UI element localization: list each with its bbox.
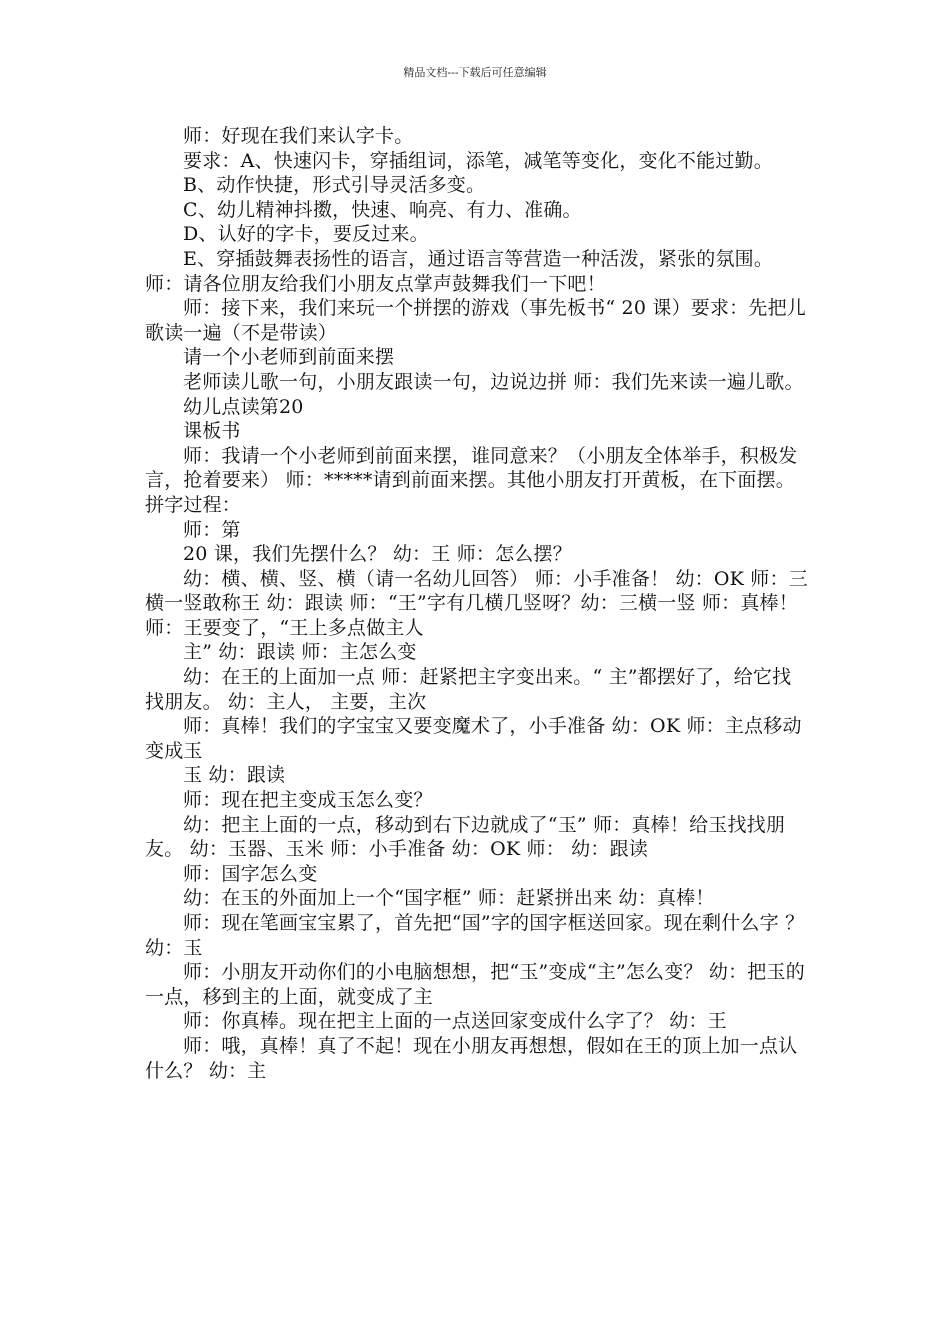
paragraph: 师：我请一个小老师到前面来摆，谁同意来？（小朋友全体举手，积极发言，抢着要来） 师：*****请到前面来摆。其他小朋友打开黄板，在下面摆。 拼字过程： xyxy=(145,444,798,516)
paragraph: 老师读儿歌一句，小朋友跟读一句，边说边拼 师：我们先来读一遍儿歌。 xyxy=(183,370,804,393)
paragraph: 20 课，我们先摆什么？ 幼：王 师：怎么摆？ xyxy=(183,543,572,566)
paragraph: 师：好现在我们来认字卡。 xyxy=(183,125,414,147)
paragraph: 师：现在把主变成玉怎么变？ xyxy=(183,789,433,812)
paragraph: 师：哦，真棒！真了不起！现在小朋友再想想，假如在王的顶上加一点认什么？ 幼：主 xyxy=(145,1034,798,1082)
paragraph: 幼儿点读第20 xyxy=(183,395,304,418)
page-header: 精品文档---下载后可任意编辑 xyxy=(403,66,547,79)
paragraph: 师：真棒！我们的字宝宝又要变魔术了，小手准备 幼：OK 师：主点移动变成玉 xyxy=(145,715,802,762)
paragraph: 师：第 xyxy=(183,518,241,541)
paragraph: 师：你真棒。现在把主上面的一点送回家变成什么字了？ 幼：王 xyxy=(183,1010,727,1033)
paragraph: 玉 幼：跟读 xyxy=(183,764,286,787)
document-body xyxy=(145,124,810,1083)
paragraph: C、幼儿精神抖擞，快速、响亮、有力、准确。 xyxy=(183,198,582,221)
paragraph: 幼：在王的上面加一点 师：赶紧把主字变出来。“ 主”都摆好了，给它找找朋友。 幼：主人， 主要，主次 xyxy=(145,666,792,713)
paragraph: 课板书 xyxy=(183,420,241,443)
paragraph: 师：小朋友开动你们的小电脑想想，把“玉”变成“主”怎么变？ 幼：把玉的一点，移到主的上面，就变成了主 xyxy=(145,961,805,1008)
paragraph: 要求：A、快速闪卡，穿插组词，添笔，减笔等变化，变化不能过勤。 xyxy=(183,149,773,172)
paragraph: 师：国字怎么变 xyxy=(183,862,318,885)
paragraph: 师：现在笔画宝宝累了，首先把“国”字的国字框送回家。现在剩什么字 ？ 幼：玉 xyxy=(145,912,805,959)
paragraph: E、穿插鼓舞表扬性的语言，通过语言等营造一种活泼，紧张的氛围。 师：请各位朋友给我们小朋友点掌声鼓舞我们一下吧！ xyxy=(145,247,774,295)
paragraph: 幼：把主上面的一点，移动到右下边就成了“玉” 师：真棒！给玉找找朋友。 幼：玉器、玉米 师：小手准备 幼：OK 师： 幼：跟读 xyxy=(145,813,786,861)
paragraph: B、动作快捷，形式引导灵活多变。 xyxy=(183,174,486,197)
paragraph: 主” 幼：跟读 师：主怎么变 xyxy=(183,641,417,664)
paragraph: 师：接下来，我们来玩一个拼摆的游戏（事先板书“ 20 课）要求：先把儿歌读一遍（不是带读） xyxy=(145,297,806,344)
paragraph: 请一个小老师到前面来摆 xyxy=(183,346,395,369)
paragraph: D、认好的字卡，要反过来。 xyxy=(183,223,429,246)
paragraph: 幼：在玉的外面加上一个“国字框” 师：赶紧拼出来 幼：真棒！ xyxy=(183,887,715,910)
paragraph: 幼：横、横、竖、横（请一名幼儿回答） 师：小手准备！ 幼：OK 师：三横一竖敢称王 幼：跟读 师：“王”字有几横几竖呀？幼：三横一竖 师：真棒！ 师：王要变了，“王上多点做主人 xyxy=(145,567,808,639)
